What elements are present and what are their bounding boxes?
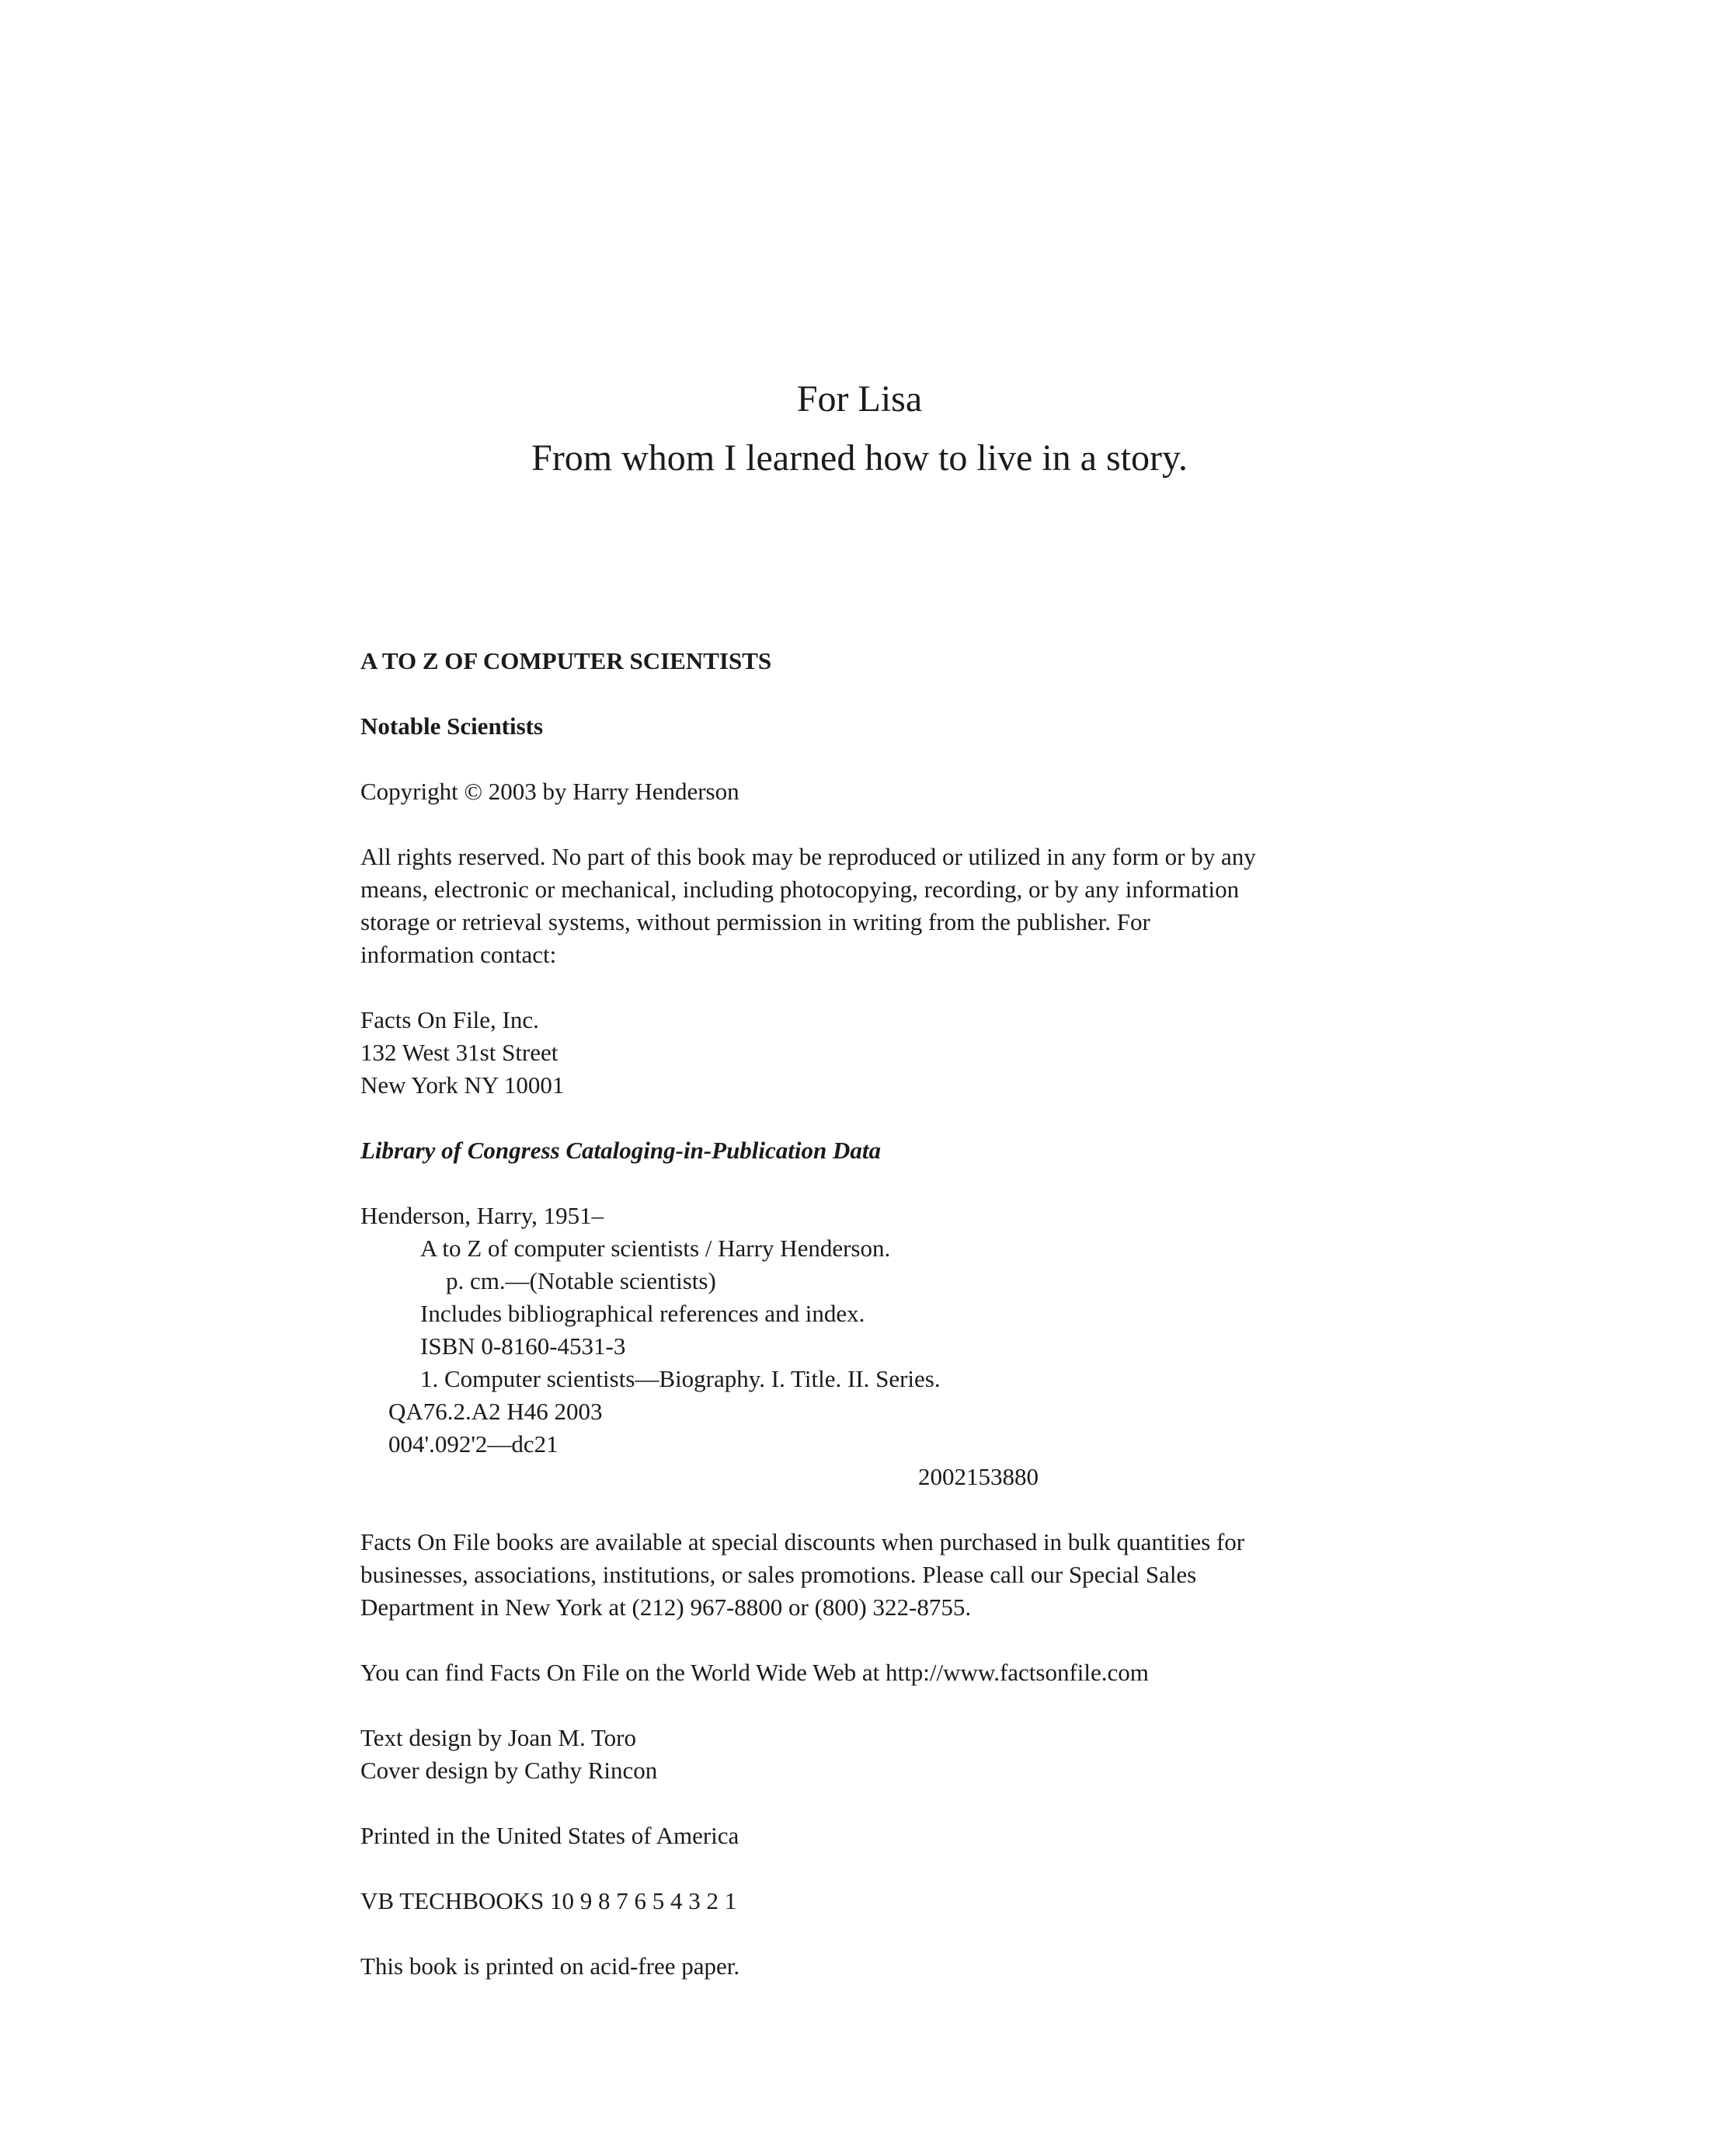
- publisher-address: [360, 1004, 1370, 1102]
- dedication-line-1: For Lisa: [796, 378, 923, 420]
- cip-isbn: ISBN 0-8160-4531-3: [420, 1332, 626, 1360]
- copyright-line: Copyright © 2003 by Harry Henderson: [360, 778, 739, 805]
- paper-block: [360, 1950, 1370, 1983]
- copyright-block: [360, 775, 1370, 808]
- dedication-line-2: From whom I learned how to live in a story.: [531, 437, 1188, 479]
- cip-data: [360, 1200, 1370, 1493]
- series-block: [360, 710, 1370, 743]
- rights-line: information contact:: [360, 941, 557, 968]
- cip-number: 2002153880: [918, 1463, 1039, 1490]
- cip-author: Henderson, Harry, 1951–: [360, 1202, 604, 1229]
- printed-block: [360, 1820, 1370, 1852]
- sales-line: businesses, associations, institutions, or sales promotions. Please call our Special Sales: [360, 1561, 1197, 1588]
- web-line: You can find Facts On File on the World Wide Web at http://www.factsonfile.com: [360, 1659, 1149, 1686]
- cip-heading: Library of Congress Cataloging-in-Publication Data: [360, 1137, 882, 1164]
- rights-line: storage or retrieval systems, without permission in writing from the publisher. For: [360, 908, 1150, 935]
- publisher-line: Facts On File, Inc.: [360, 1006, 539, 1033]
- printer-block: [360, 1885, 1370, 1917]
- cip-includes: Includes bibliographical references and index.: [420, 1300, 865, 1327]
- cover-design-line: Cover design by Cathy Rincon: [360, 1757, 658, 1784]
- cip-dewey: 004'.092'2—dc21: [388, 1430, 559, 1458]
- rights-line: All rights reserved. No part of this book may be reproduced or utilized in any form or by any: [360, 843, 1256, 870]
- printed-line: Printed in the United States of America: [360, 1822, 739, 1849]
- publisher-line: 132 West 31st Street: [360, 1039, 559, 1066]
- cip-title: A to Z of computer scientists / Harry Henderson.: [420, 1235, 891, 1262]
- series-name: Notable Scientists: [360, 712, 544, 740]
- printer-line: VB TECHBOOKS 10 9 8 7 6 5 4 3 2 1: [360, 1887, 737, 1914]
- text-design-line: Text design by Joan M. Toro: [360, 1724, 637, 1751]
- sales-paragraph: [360, 1526, 1370, 1624]
- rights-paragraph: [360, 841, 1370, 971]
- cip-lcc: QA76.2.A2 H46 2003: [388, 1398, 603, 1425]
- paper-line: This book is printed on acid-free paper.: [360, 1952, 740, 1980]
- sales-line: Facts On File books are available at special discounts when purchased in bulk quantities for: [360, 1528, 1245, 1555]
- cip-heading-block: [360, 1134, 1370, 1167]
- cip-subjects: 1. Computer scientists—Biography. I. Title. II. Series.: [420, 1365, 941, 1392]
- web-block: [360, 1656, 1370, 1689]
- book-title: A TO Z OF COMPUTER SCIENTISTS: [360, 647, 772, 674]
- publisher-line: New York NY 10001: [360, 1071, 565, 1099]
- rights-line: means, electronic or mechanical, including photocopying, recording, or by any information: [360, 876, 1240, 903]
- cip-pages: p. cm.—(Notable scientists): [446, 1267, 716, 1294]
- title-block: [360, 645, 1370, 677]
- design-credits: [360, 1722, 1370, 1787]
- sales-line: Department in New York at (212) 967-8800 or (800) 322-8755.: [360, 1593, 972, 1621]
